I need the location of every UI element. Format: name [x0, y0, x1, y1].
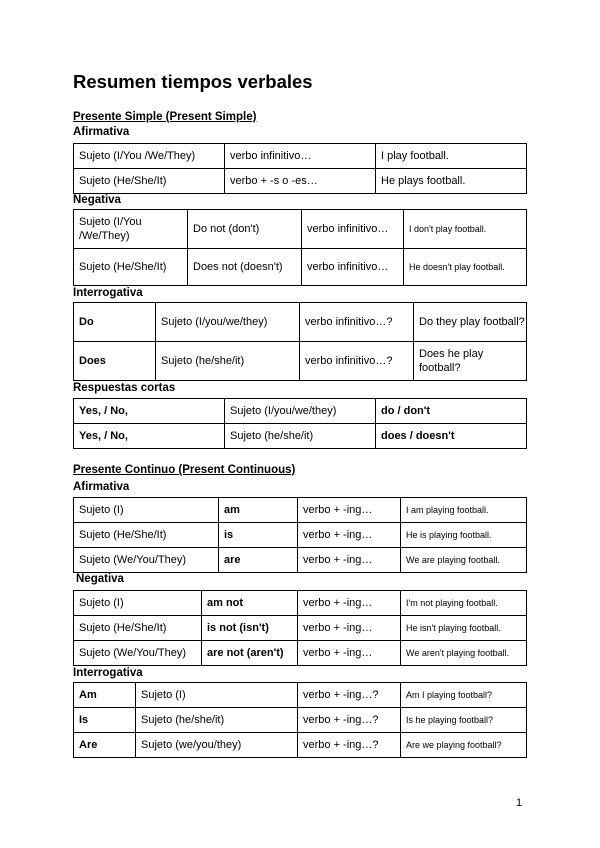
- cell: Is: [74, 708, 136, 733]
- cell: Sujeto (he/she/it): [136, 708, 298, 733]
- cell: Sujeto (I): [74, 591, 202, 616]
- cell: I'm not playing football.: [401, 591, 527, 616]
- cell: verbo + -s o -es…: [225, 169, 376, 194]
- cell: Sujeto (we/you/they): [136, 733, 298, 758]
- cell: He doesn't play football.: [404, 249, 527, 286]
- table-present-continuous-afirmativa: [73, 497, 527, 573]
- table-row: [74, 733, 527, 758]
- cell: Sujeto (I/you/we/they): [156, 303, 300, 342]
- cell: verbo infinitivo…?: [300, 342, 414, 381]
- table-row: [74, 424, 527, 449]
- cell: verbo + -ing…?: [298, 708, 401, 733]
- cell: Sujeto (We/You/They): [74, 548, 219, 573]
- subheading-negativa: Negativa: [76, 573, 124, 585]
- cell: Does he play football?: [414, 342, 527, 381]
- cell: Yes, / No,: [74, 399, 225, 424]
- cell: Sujeto (He/She/It): [74, 169, 225, 194]
- subheading-negativa: Negativa: [73, 194, 121, 206]
- table-row: [74, 708, 527, 733]
- page-title: Resumen tiempos verbales: [73, 71, 313, 92]
- table-row: [74, 591, 527, 616]
- cell: Does not (doesn't): [188, 249, 302, 286]
- table-present-continuous-interrogativa: [73, 682, 527, 758]
- cell: He isn't playing football.: [401, 616, 527, 641]
- cell: Sujeto (He/She/It): [74, 616, 202, 641]
- table-row: [74, 548, 527, 573]
- table-row: [74, 616, 527, 641]
- table-row: [74, 641, 527, 666]
- subheading-afirmativa: Afirmativa: [73, 481, 130, 493]
- cell: does / doesn't: [376, 424, 527, 449]
- table-row: [74, 210, 527, 249]
- cell: are not (aren't): [202, 641, 298, 666]
- cell: Yes, / No,: [74, 424, 225, 449]
- cell: verbo + -ing…: [298, 641, 401, 666]
- cell: Do they play football?: [414, 303, 527, 342]
- table-row: [74, 523, 527, 548]
- cell: verbo infinitivo…?: [300, 303, 414, 342]
- cell: He is playing football.: [401, 523, 527, 548]
- cell: Does: [74, 342, 156, 381]
- cell: Do: [74, 303, 156, 342]
- cell: is not (isn't): [202, 616, 298, 641]
- cell: I am playing football.: [401, 498, 527, 523]
- table-row: [74, 399, 527, 424]
- cell: verbo infinitivo…: [302, 249, 404, 286]
- cell: Sujeto (He/She/It): [74, 523, 219, 548]
- cell: Is he playing football?: [401, 708, 527, 733]
- subheading-interrogativa: Interrogativa: [73, 287, 143, 299]
- cell: Sujeto (I/You /We/They): [74, 210, 188, 249]
- cell: Sujeto (I/you/we/they): [225, 399, 376, 424]
- cell: We aren't playing football.: [401, 641, 527, 666]
- cell: Am: [74, 683, 136, 708]
- table-row: [74, 169, 527, 194]
- page-number: 1: [516, 797, 523, 809]
- cell: I play football.: [376, 144, 527, 169]
- cell: verbo + -ing…?: [298, 683, 401, 708]
- cell: am: [219, 498, 298, 523]
- cell: Am I playing football?: [401, 683, 527, 708]
- cell: verbo + -ing…: [298, 523, 401, 548]
- cell: We are playing football.: [401, 548, 527, 573]
- cell: Sujeto (I/You /We/They): [74, 144, 225, 169]
- table-row: [74, 342, 527, 381]
- cell: do / don't: [376, 399, 527, 424]
- table-row: [74, 498, 527, 523]
- cell: He plays football.: [376, 169, 527, 194]
- table-row: [74, 249, 527, 286]
- cell: Sujeto (he/she/it): [156, 342, 300, 381]
- section-heading-present-continuous: Presente Continuo (Present Continuous): [73, 464, 296, 476]
- cell: Sujeto (he/she/it): [225, 424, 376, 449]
- table-present-simple-respuestas: [73, 398, 527, 449]
- cell: verbo infinitivo…: [225, 144, 376, 169]
- table-present-simple-interrogativa: [73, 302, 527, 381]
- subheading-afirmativa: Afirmativa: [73, 126, 130, 138]
- cell: am not: [202, 591, 298, 616]
- subheading-interrogativa: Interrogativa: [73, 667, 143, 679]
- cell: Sujeto (We/You/They): [74, 641, 202, 666]
- cell: verbo + -ing…: [298, 591, 401, 616]
- cell: Are we playing football?: [401, 733, 527, 758]
- cell: are: [219, 548, 298, 573]
- cell: verbo + -ing…: [298, 548, 401, 573]
- cell: verbo + -ing…?: [298, 733, 401, 758]
- cell: Sujeto (I): [136, 683, 298, 708]
- table-row: [74, 303, 527, 342]
- cell: verbo + -ing…: [298, 498, 401, 523]
- section-heading-present-simple: Presente Simple (Present Simple): [73, 111, 257, 123]
- subheading-respuestas-cortas: Respuestas cortas: [73, 382, 176, 394]
- cell: is: [219, 523, 298, 548]
- table-row: [74, 144, 527, 169]
- cell: Sujeto (I): [74, 498, 219, 523]
- cell: Do not (don't): [188, 210, 302, 249]
- table-present-continuous-negativa: [73, 590, 527, 666]
- cell: Are: [74, 733, 136, 758]
- table-present-simple-afirmativa: [73, 143, 527, 194]
- cell: I don't play football.: [404, 210, 527, 249]
- cell: verbo + -ing…: [298, 616, 401, 641]
- table-row: [74, 683, 527, 708]
- table-present-simple-negativa: [73, 209, 527, 286]
- cell: Sujeto (He/She/It): [74, 249, 188, 286]
- cell: verbo infinitivo…: [302, 210, 404, 249]
